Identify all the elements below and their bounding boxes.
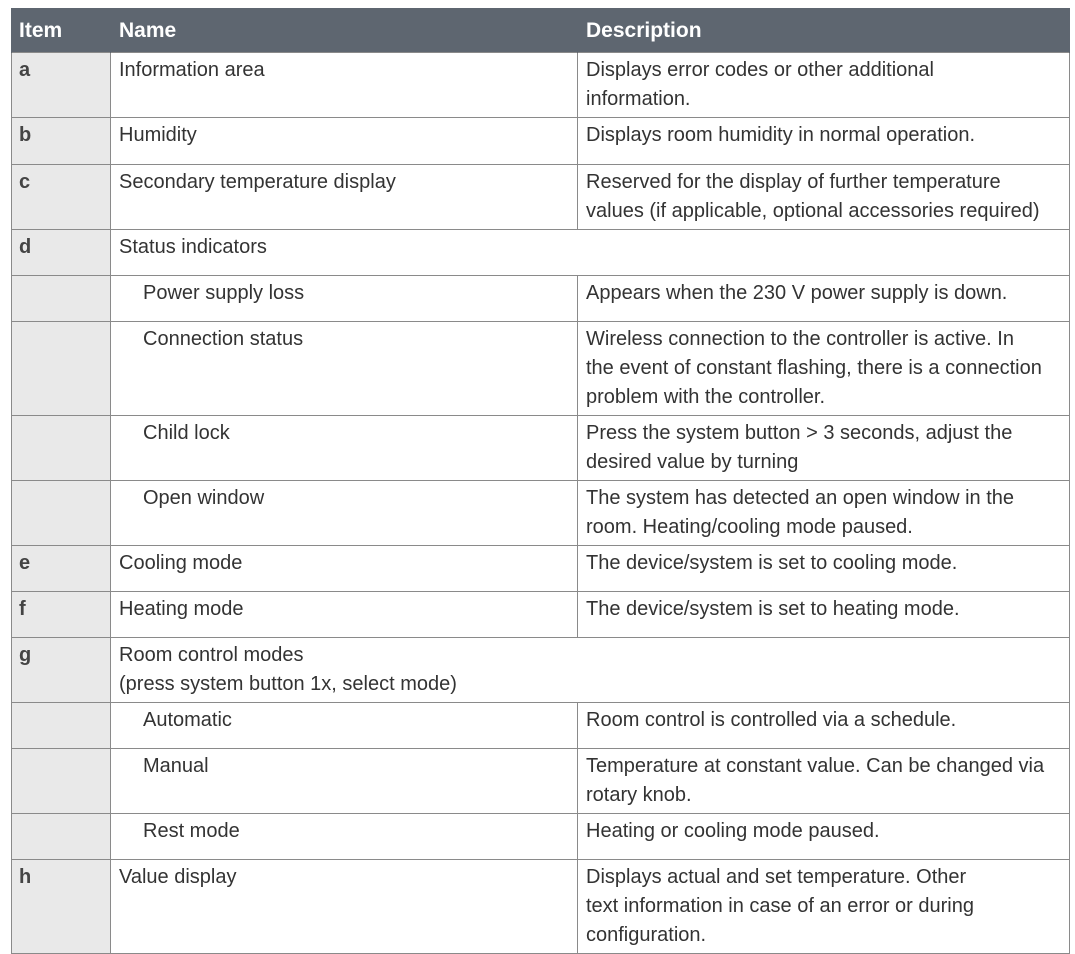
table-row: [12, 322, 1070, 416]
table-row: [12, 860, 1070, 954]
table-row: [12, 118, 1070, 165]
item-cell: c: [12, 165, 111, 230]
description-cell: [578, 749, 1070, 814]
description-line: Appears when the 230 V power supply is down.: [586, 282, 1008, 304]
header-name: Name: [111, 8, 578, 53]
description-line: room. Heating/cooling mode paused.: [586, 516, 913, 538]
description-line: configuration.: [586, 924, 707, 946]
table-container: [11, 8, 1069, 954]
description-cell: [578, 814, 1070, 860]
description-line: Heating or cooling mode paused.: [586, 820, 880, 842]
name-cell: Rest mode: [111, 814, 578, 860]
description-cell: [578, 416, 1070, 481]
description-cell: [578, 703, 1070, 749]
description-line: The system has detected an open window in the: [586, 487, 1015, 509]
description-line: text information in case of an error or during: [586, 895, 974, 917]
name-cell: Humidity: [111, 118, 578, 165]
description-cell: [578, 322, 1070, 416]
description-cell: [578, 860, 1070, 954]
name-cell: Cooling mode: [111, 546, 578, 592]
item-cell: a: [12, 53, 111, 118]
description-cell: [578, 592, 1070, 638]
item-cell: d: [12, 230, 111, 276]
item-cell: [12, 276, 111, 322]
description-cell: [578, 165, 1070, 230]
table-row: [12, 165, 1070, 230]
description-cell: [578, 53, 1070, 118]
table-row: [12, 638, 1070, 703]
description-line: information.: [586, 88, 691, 110]
name-cell: Child lock: [111, 416, 578, 481]
description-cell: [578, 481, 1070, 546]
item-cell: [12, 416, 111, 481]
description-line: rotary knob.: [586, 784, 692, 806]
name-cell: Heating mode: [111, 592, 578, 638]
name-cell: Open window: [111, 481, 578, 546]
name-cell: Value display: [111, 860, 578, 954]
item-cell: [12, 481, 111, 546]
header-description: Description: [578, 8, 1070, 53]
item-cell: [12, 703, 111, 749]
description-line: values (if applicable, optional accessories required): [586, 200, 1040, 222]
name-cell: [111, 638, 1070, 703]
name-cell: Status indicators: [111, 230, 1070, 276]
description-line: problem with the controller.: [586, 386, 826, 408]
table-row: [12, 230, 1070, 276]
description-line: The device/system is set to cooling mode.: [586, 552, 958, 574]
name-cell: Automatic: [111, 703, 578, 749]
table-row: [12, 703, 1070, 749]
description-line: Displays room humidity in normal operation.: [586, 124, 976, 146]
name-cell: Connection status: [111, 322, 578, 416]
name-line: (press system button 1x, select mode): [119, 673, 457, 695]
description-line: Wireless connection to the controller is active. In: [586, 328, 1014, 350]
name-cell: Information area: [111, 53, 578, 118]
item-cell: b: [12, 118, 111, 165]
table-row: [12, 276, 1070, 322]
name-line: Room control modes: [119, 644, 304, 666]
table-row: [12, 481, 1070, 546]
description-line: Reserved for the display of further temperature: [586, 171, 1001, 193]
item-cell: e: [12, 546, 111, 592]
item-cell: [12, 814, 111, 860]
header-row: [12, 8, 1070, 53]
name-cell: Secondary temperature display: [111, 165, 578, 230]
item-cell: g: [12, 638, 111, 703]
item-cell: h: [12, 860, 111, 954]
table-row: [12, 53, 1070, 118]
item-cell: [12, 749, 111, 814]
item-cell: f: [12, 592, 111, 638]
table-row: [12, 749, 1070, 814]
description-line: Displays actual and set temperature. Other: [586, 866, 967, 888]
description-cell: [578, 546, 1070, 592]
description-line: Temperature at constant value. Can be changed via: [586, 755, 1045, 777]
description-line: Room control is controlled via a schedule.: [586, 709, 957, 731]
table-row: [12, 546, 1070, 592]
table-row: [12, 814, 1070, 860]
description-line: The device/system is set to heating mode.: [586, 598, 960, 620]
table-row: [12, 416, 1070, 481]
legend-table: [11, 8, 1070, 954]
description-line: desired value by turning: [586, 451, 799, 473]
description-line: the event of constant flashing, there is a connection: [586, 357, 1042, 379]
item-cell: [12, 322, 111, 416]
header-item: Item: [12, 8, 111, 53]
description-line: Displays error codes or other additional: [586, 59, 934, 81]
table-row: [12, 592, 1070, 638]
description-cell: [578, 276, 1070, 322]
name-cell: Manual: [111, 749, 578, 814]
description-cell: [578, 118, 1070, 165]
name-cell: Power supply loss: [111, 276, 578, 322]
description-line: Press the system button > 3 seconds, adjust the: [586, 422, 1013, 444]
